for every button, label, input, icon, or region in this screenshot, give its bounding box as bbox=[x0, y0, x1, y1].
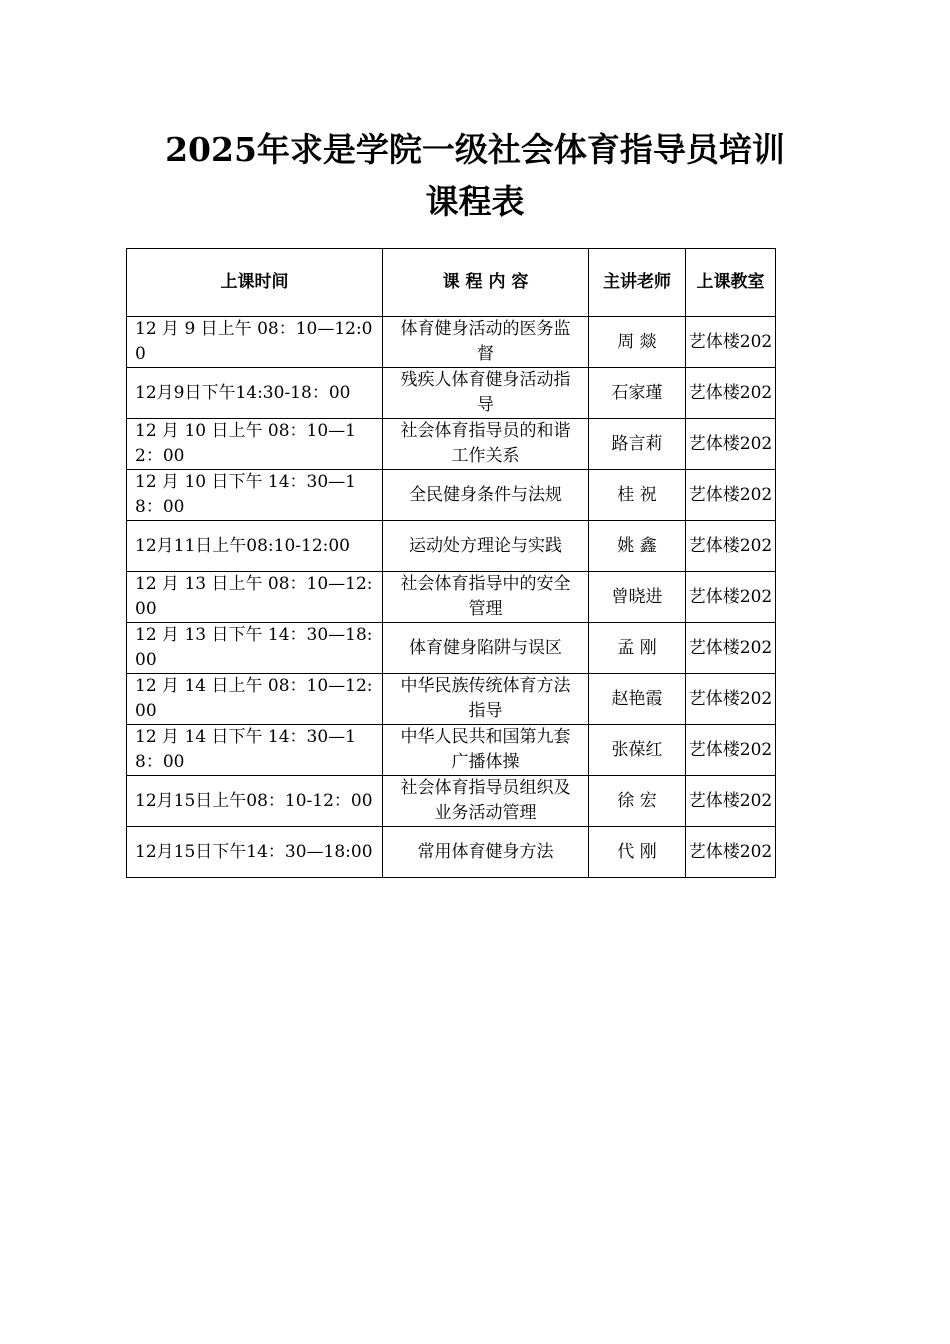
content-cell: 残疾人体育健身活动指导 bbox=[383, 368, 589, 419]
table-row bbox=[127, 521, 776, 572]
header-row bbox=[127, 249, 776, 317]
time-cell: 12月11日上午08:10-12:00 bbox=[127, 521, 383, 572]
table-row bbox=[127, 572, 776, 623]
content-cell: 社会体育指导员的和谐工作关系 bbox=[383, 419, 589, 470]
room-cell: 艺体楼202 bbox=[686, 368, 776, 419]
time-cell: 12 月 9 日上午 08：10—12:00 bbox=[127, 317, 383, 368]
time-cell: 12 月 10 日下午 14：30—18：00 bbox=[127, 470, 383, 521]
room-cell: 艺体楼202 bbox=[686, 674, 776, 725]
room-cell: 艺体楼202 bbox=[686, 419, 776, 470]
content-cell: 体育健身陷阱与误区 bbox=[383, 623, 589, 674]
header-content: 课 程 内 容 bbox=[383, 249, 589, 317]
room-cell: 艺体楼202 bbox=[686, 725, 776, 776]
teacher-cell: 石家瑾 bbox=[589, 368, 686, 419]
time-cell: 12月9日下午14:30-18：00 bbox=[127, 368, 383, 419]
room-cell: 艺体楼202 bbox=[686, 827, 776, 878]
header-room: 上课教室 bbox=[686, 249, 776, 317]
title-line-2: 课程表 bbox=[425, 182, 525, 221]
teacher-cell: 张葆红 bbox=[589, 725, 686, 776]
content-cell: 常用体育健身方法 bbox=[383, 827, 589, 878]
time-cell: 12 月 13 日上午 08：10—12:00 bbox=[127, 572, 383, 623]
table-row bbox=[127, 419, 776, 470]
table-row bbox=[127, 674, 776, 725]
teacher-cell: 代 刚 bbox=[589, 827, 686, 878]
content-cell: 运动处方理论与实践 bbox=[383, 521, 589, 572]
time-cell: 12月15日上午08：10-12：00 bbox=[127, 776, 383, 827]
header-time: 上课时间 bbox=[127, 249, 383, 317]
room-cell: 艺体楼202 bbox=[686, 521, 776, 572]
time-cell: 12 月 14 日上午 08：10—12:00 bbox=[127, 674, 383, 725]
content-cell: 体育健身活动的医务监督 bbox=[383, 317, 589, 368]
teacher-cell: 路言莉 bbox=[589, 419, 686, 470]
time-cell: 12 月 10 日上午 08：10—12：00 bbox=[127, 419, 383, 470]
header-teacher: 主讲老师 bbox=[589, 249, 686, 317]
schedule-table bbox=[126, 248, 776, 878]
title-line-1: 2025年求是学院一级社会体育指导员培训 bbox=[165, 130, 785, 169]
teacher-cell: 姚 鑫 bbox=[589, 521, 686, 572]
table-row bbox=[127, 368, 776, 419]
teacher-cell: 赵艳霞 bbox=[589, 674, 686, 725]
room-cell: 艺体楼202 bbox=[686, 470, 776, 521]
content-cell: 全民健身条件与法规 bbox=[383, 470, 589, 521]
room-cell: 艺体楼202 bbox=[686, 317, 776, 368]
content-cell: 社会体育指导员组织及业务活动管理 bbox=[383, 776, 589, 827]
room-cell: 艺体楼202 bbox=[686, 572, 776, 623]
content-cell: 中华民族传统体育方法指导 bbox=[383, 674, 589, 725]
room-cell: 艺体楼202 bbox=[686, 776, 776, 827]
teacher-cell: 孟 刚 bbox=[589, 623, 686, 674]
table-row bbox=[127, 623, 776, 674]
teacher-cell: 桂 祝 bbox=[589, 470, 686, 521]
table-row bbox=[127, 725, 776, 776]
content-cell: 中华人民共和国第九套广播体操 bbox=[383, 725, 589, 776]
time-cell: 12 月 13 日下午 14：30—18:00 bbox=[127, 623, 383, 674]
table-row bbox=[127, 470, 776, 521]
table-row bbox=[127, 317, 776, 368]
room-cell: 艺体楼202 bbox=[686, 623, 776, 674]
document-title bbox=[0, 124, 950, 228]
teacher-cell: 周 燚 bbox=[589, 317, 686, 368]
teacher-cell: 徐 宏 bbox=[589, 776, 686, 827]
table-row bbox=[127, 827, 776, 878]
table-row bbox=[127, 776, 776, 827]
teacher-cell: 曾晓进 bbox=[589, 572, 686, 623]
content-cell: 社会体育指导中的安全管理 bbox=[383, 572, 589, 623]
time-cell: 12月15日下午14：30—18:00 bbox=[127, 827, 383, 878]
time-cell: 12 月 14 日下午 14：30—18：00 bbox=[127, 725, 383, 776]
